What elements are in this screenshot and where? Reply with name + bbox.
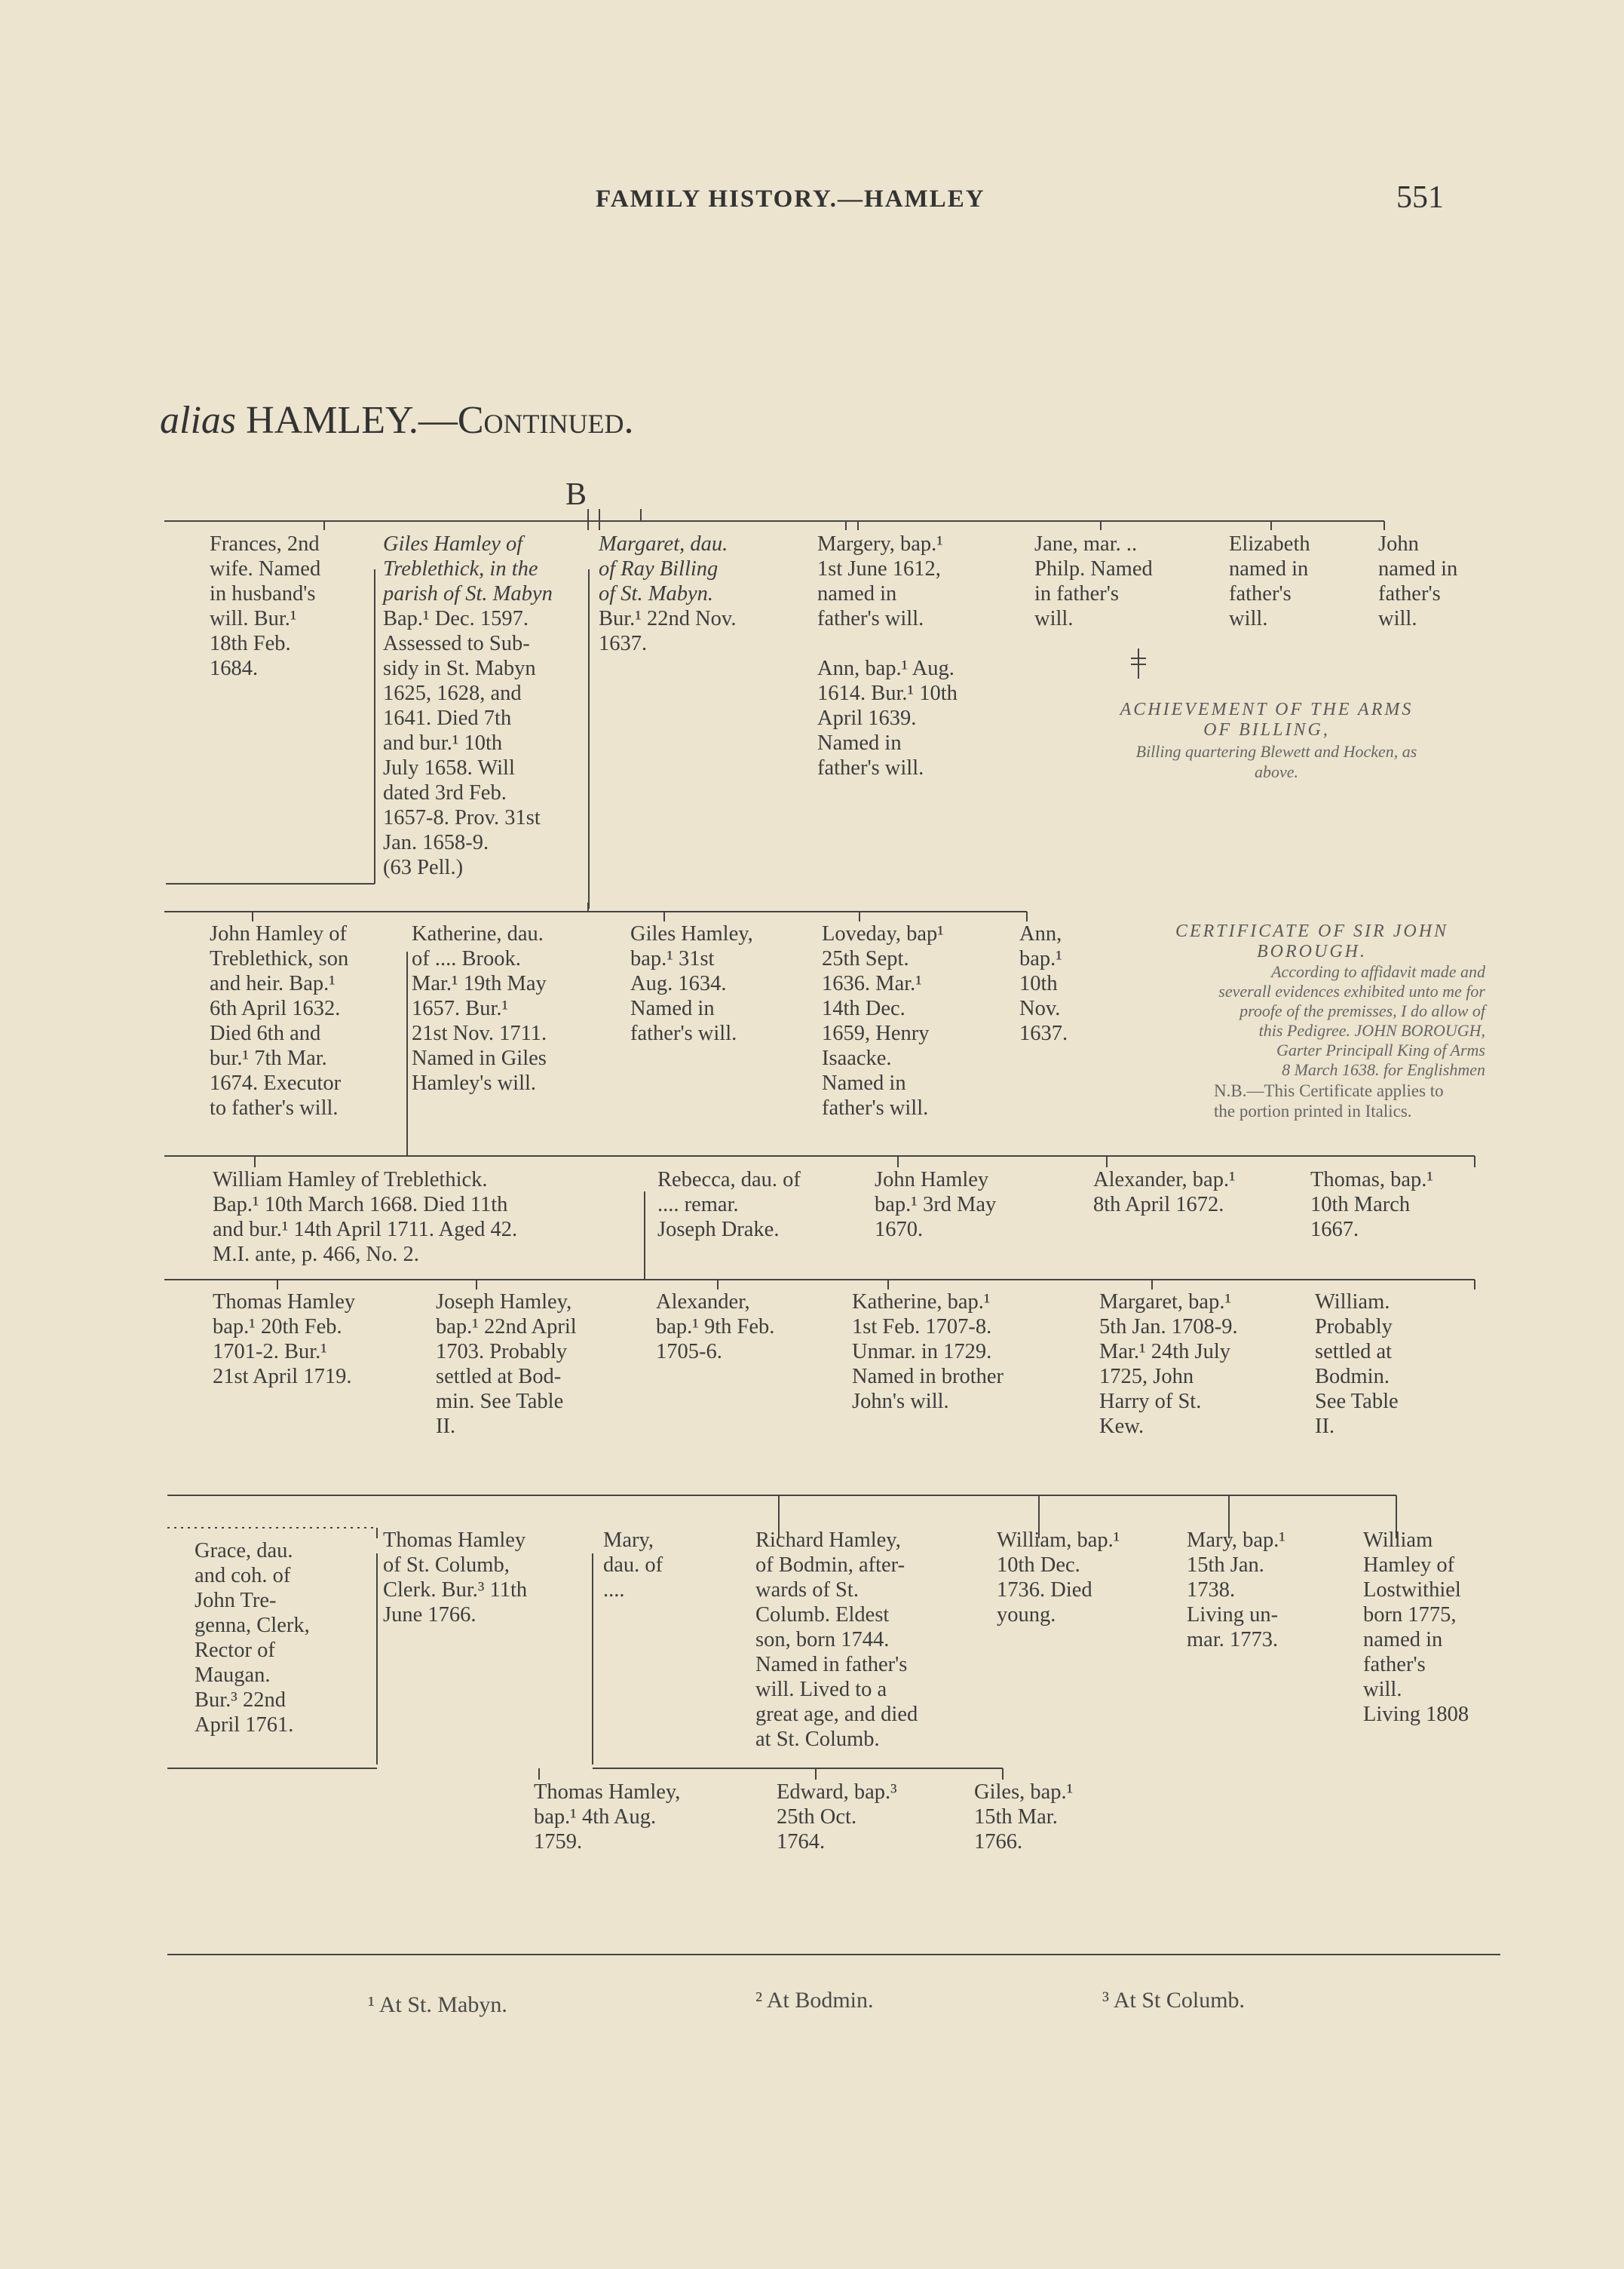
entry-katherine-gen4: Katherine, bap.¹ 1st Feb. 1707-8. Unmar. in 1729. Named in brother John's will. (852, 1290, 1004, 1413)
achievement-body: Billing quartering Blewett and Hocken, as above. (1135, 742, 1417, 781)
entry-mary-gen5: Mary, dau. of .... (603, 1529, 663, 1602)
entry-john-hamley: John Hamley of Treblethick, son and heir. Bap.¹ 6th April 1632. Died 6th and bur.¹ 7th Mar. 1674. Executor to father's will. (210, 922, 349, 1120)
running-title: FAMILY HISTORY.—HAMLEY (596, 186, 985, 213)
entry-thomas-hamley-gen5: Thomas Hamley of St. Columb, Clerk. Bur.³ 11th June 1766. (383, 1529, 528, 1627)
entry-thomas-hamley-gen6: Thomas Hamley, bap.¹ 4th Aug. 1759. (534, 1780, 681, 1854)
page-number: 551 (1396, 180, 1444, 215)
entry-giles-hamley: Giles Hamley of Treblethick, in the parish of St. Mabyn (383, 532, 553, 606)
footnote-1: ¹ At St. Mabyn. (368, 1992, 507, 2017)
entry-richard-hamley: Richard Hamley, of Bodmin, after- wards of St. Columb. Eldest son, born 1744. Named in father's will. Lived to a great age, and died at St. Columb. (755, 1529, 918, 1751)
entry-mary-child: Mary, bap.¹ 15th Jan. 1738. Living un- mar. 1773. (1187, 1529, 1285, 1651)
certificate-note: N.B.—This Certificate applies to the portion printed in Italics. (1214, 1081, 1444, 1121)
entry-margery: Margery, bap.¹ 1st June 1612, named in father's will. (817, 532, 943, 630)
entry-william-gen4: William. Probably settled at Bodmin. See Table II. (1315, 1290, 1399, 1438)
entry-frances: Frances, 2nd wife. Named in husband's will. Bur.¹ 18th Feb. 1684. (210, 532, 321, 680)
achievement-title: ACHIEVEMENT OF THE ARMS OF BILLING, (1120, 700, 1414, 740)
entry-william-lostwithiel: William Hamley of Lostwithiel born 1775, named in father's will. Living 1808 (1363, 1529, 1469, 1726)
entry-thomas-hamley-gen4: Thomas Hamley bap.¹ 20th Feb. 1701-2. Bur.¹ 21st April 1719. (213, 1290, 356, 1388)
entry-grace-tregenna: Grace, dau. and coh. of John Tre- genna, Clerk, Rector of Maugan. Bur.³ 22nd April 1761. (195, 1539, 310, 1737)
entry-margaret-gen4: Margaret, bap.¹ 5th Jan. 1708-9. Mar.¹ 24th July 1725, John Harry of St. Kew. (1099, 1290, 1238, 1438)
entry-katherine-brook: Katherine, dau. of .... Brook. Mar.¹ 19th May 1657. Bur.¹ 21st Nov. 1711. Named in Giles Hamley's will. (412, 922, 547, 1095)
entry-william-hamley: William Hamley of Treblethick. Bap.¹ 10th March 1668. Died 11th and bur.¹ 14th April 1711. Aged 42. M.I. ante, p. 466, No. 2. (213, 1168, 518, 1266)
entry-rebecca: Rebecca, dau. of .... remar. Joseph Drake. (657, 1168, 801, 1241)
certificate-body: According to affidavit made and severall evidences exhibited unto me for proofe of the premisses, I do allow of this Pedigree. JOHN BOROUGH, Garter Principall King of Arms 8 March 1638. for Englishmen (1218, 962, 1485, 1079)
section-title-name: HAMLEY.— (246, 399, 458, 442)
entry-alexander-gen3: Alexander, bap.¹ 8th April 1672. (1093, 1168, 1236, 1216)
entry-edward: Edward, bap.³ 25th Oct. 1764. (777, 1780, 897, 1854)
pedigree-marker: B (565, 477, 587, 512)
entry-william-gen5: William, bap.¹ 10th Dec. 1736. Died young. (997, 1529, 1120, 1627)
entry-elizabeth: Elizabeth named in father's will. (1229, 532, 1310, 630)
section-title-continued: Continued. (457, 399, 634, 442)
entry-joseph-hamley: Joseph Hamley, bap.¹ 22nd April 1703. Probably settled at Bod- min. See Table II. (436, 1290, 577, 1438)
entry-ann-gen2: Ann, bap.¹ 10th Nov. 1637. (1019, 922, 1068, 1045)
certificate-title: CERTIFICATE OF SIR JOHN BOROUGH. (1175, 921, 1449, 961)
entry-margaret-billing-details: Bur.¹ 22nd Nov. 1637. (599, 607, 737, 655)
entry-jane: Jane, mar. .. Philp. Named in father's will. (1034, 532, 1153, 630)
footnote-3: ³ At St Columb. (1102, 1988, 1246, 2013)
entry-thomas-gen3: Thomas, bap.¹ 10th March 1667. (1310, 1168, 1433, 1241)
entry-ann-gen1: Ann, bap.¹ Aug. 1614. Bur.¹ 10th April 1639. Named in father's will. (817, 657, 958, 780)
entry-margaret-billing: Margaret, dau. of Ray Billing of St. Mabyn. (599, 532, 728, 606)
entry-giles-hamley-gen2: Giles Hamley, bap.¹ 31st Aug. 1634. Named in father's will. (630, 922, 753, 1045)
entry-giles-gen6: Giles, bap.¹ 15th Mar. 1766. (974, 1780, 1074, 1854)
entry-loveday: Loveday, bap¹ 25th Sept. 1636. Mar.¹ 14th Dec. 1659, Henry Isaacke. Named in father's will. (822, 922, 944, 1120)
entry-john-hamley-gen3: John Hamley bap.¹ 3rd May 1670. (875, 1168, 997, 1241)
entry-john-gen1: John named in father's will. (1378, 532, 1458, 630)
footnote-2: ² At Bodmin. (755, 1988, 874, 2013)
section-title-alias: alias (160, 399, 237, 442)
entry-giles-hamley-details: Bap.¹ Dec. 1597. Assessed to Sub- sidy in St. Mabyn 1625, 1628, and 1641. Died 7th and bur.¹ 10th July 1658. Will dated 3rd Feb. 1657-8. Prov. 31st Jan. 1658-9. (63 Pell.) (383, 607, 541, 879)
entry-alexander-gen4: Alexander, bap.¹ 9th Feb. 1705-6. (656, 1290, 775, 1363)
